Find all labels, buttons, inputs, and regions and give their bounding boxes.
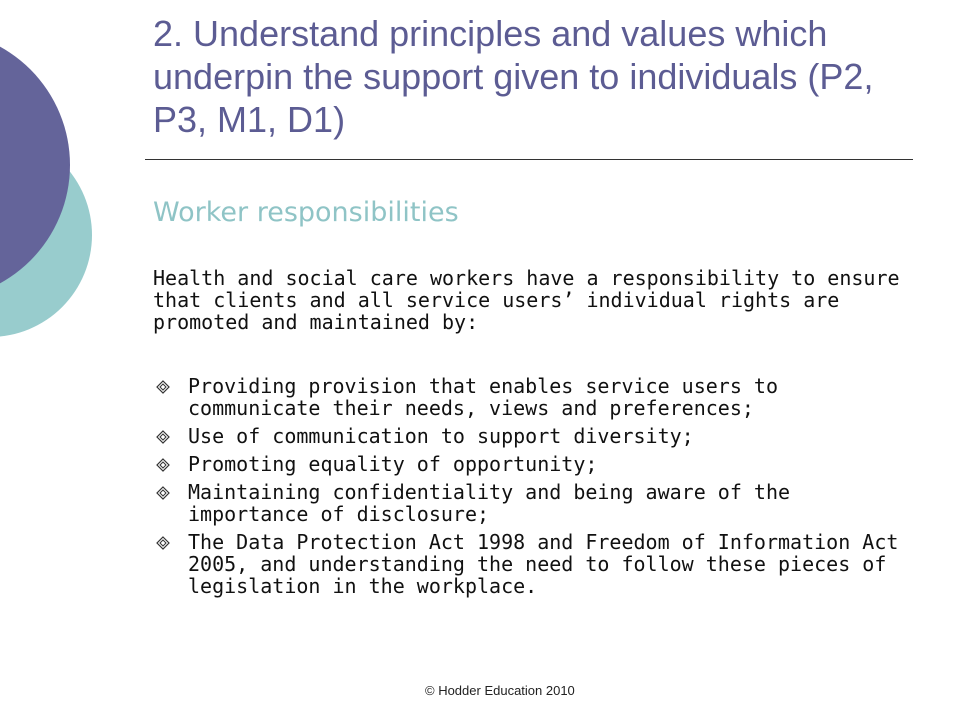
bullet-text: Maintaining confidentiality and being aware of the importance of disclosure;: [188, 480, 791, 526]
diamond-bullet-icon: [156, 380, 170, 394]
bullet-list: [153, 375, 913, 603]
diamond-bullet-icon: [156, 536, 170, 550]
diamond-bullet-icon: [156, 430, 170, 444]
bullet-text: Promoting equality of opportunity;: [188, 452, 598, 476]
intro-paragraph: Health and social care workers have a responsibility to ensure that clients and all service users’ individual rights are promoted and maintained by:: [153, 266, 900, 334]
diamond-bullet-icon: [156, 458, 170, 472]
bullet-text: The Data Protection Act 1998 and Freedom of Information Act 2005, and understanding the need to follow these pieces of legislation in the workplace.: [188, 530, 899, 598]
bullet-item: [153, 453, 913, 475]
bullet-text: Use of communication to support diversity;: [188, 424, 694, 448]
copyright-footer: © Hodder Education 2010: [425, 683, 575, 698]
bullet-item: [153, 375, 913, 419]
bullet-item: [153, 531, 913, 597]
slide-subtitle: Worker responsibilities: [153, 197, 459, 228]
bullet-item: [153, 425, 913, 447]
decorative-circles: [0, 0, 110, 400]
bullet-item: [153, 481, 913, 525]
title-divider: [145, 159, 913, 160]
bullet-text: Providing provision that enables service users to communicate their needs, views and preferences;: [188, 374, 779, 420]
slide-title: 2. Understand principles and values which underpin the support given to individuals (P2, P3, M1, D1): [153, 13, 874, 140]
diamond-bullet-icon: [156, 486, 170, 500]
